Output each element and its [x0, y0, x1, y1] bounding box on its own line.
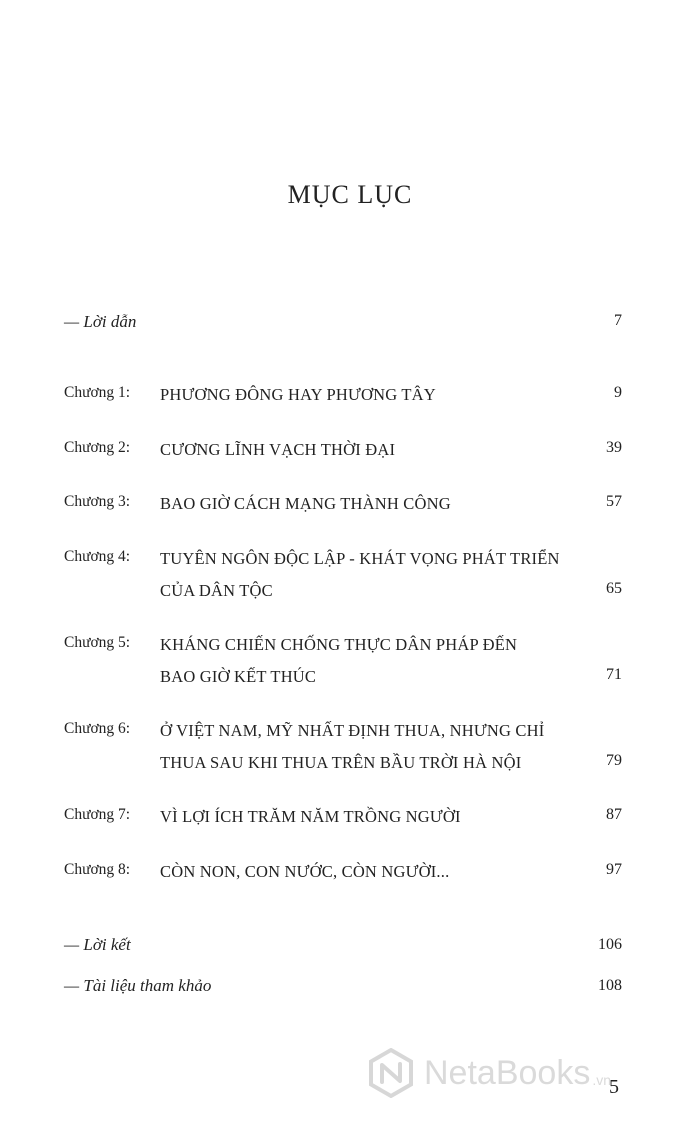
chapter-title: CƯƠNG LĨNH VẠCH THỜI ĐẠI	[160, 440, 396, 459]
chapter-title-line-2: THUA SAU KHI THUA TRÊN BẦU TRỜI HÀ NỘI	[160, 753, 522, 772]
chapter-title-line-2: BAO GIỜ KẾT THÚC	[160, 667, 317, 686]
chapter-label: Chương 5:	[64, 634, 131, 651]
chapter-page: 39	[606, 439, 622, 456]
chapter-page: 97	[606, 861, 622, 878]
chapter-title-line-2: CỦA DÂN TỘC	[160, 581, 273, 600]
netabooks-logo-icon	[366, 1048, 416, 1098]
conclusion-label: — Lời kết	[64, 935, 131, 954]
chapter-title: VÌ LỢI ÍCH TRĂM NĂM TRỒNG NGƯỜI	[160, 807, 461, 826]
watermark-text: NetaBooks	[424, 1053, 591, 1092]
chapter-label: Chương 6:	[64, 720, 131, 737]
intro-page: 7	[614, 312, 622, 329]
chapter-label: Chương 1:	[64, 384, 131, 401]
references-page: 108	[598, 977, 622, 994]
chapter-title: PHƯƠNG ĐÔNG HAY PHƯƠNG TÂY	[160, 385, 436, 404]
intro-label: — Lời dẫn	[64, 312, 137, 331]
chapter-page: 65	[606, 580, 622, 597]
chapter-title-line-1: TUYÊN NGÔN ĐỘC LẬP - KHÁT VỌNG PHÁT TRIỂN	[160, 549, 560, 568]
conclusion-page: 106	[598, 936, 622, 953]
chapter-label: Chương 2:	[64, 439, 131, 456]
chapter-title: BAO GIỜ CÁCH MẠNG THÀNH CÔNG	[160, 494, 451, 513]
chapter-page: 79	[606, 752, 622, 769]
page-number: 5	[609, 1076, 619, 1098]
chapter-page: 9	[614, 384, 622, 401]
chapter-page: 71	[606, 666, 622, 683]
chapter-label: Chương 8:	[64, 861, 131, 878]
chapter-page: 57	[606, 493, 622, 510]
page-title: MỤC LỤC	[287, 180, 413, 209]
chapter-label: Chương 4:	[64, 548, 131, 565]
chapter-title-line-1: KHÁNG CHIẾN CHỐNG THỰC DÂN PHÁP ĐẾN	[160, 635, 518, 654]
chapter-label: Chương 7:	[64, 806, 131, 823]
chapter-page: 87	[606, 806, 622, 823]
chapter-title: CÒN NON, CON NƯỚC, CÒN NGƯỜI...	[160, 862, 450, 881]
watermark-suffix: .vn	[592, 1072, 612, 1088]
references-label: — Tài liệu tham khảo	[64, 976, 212, 995]
chapter-label: Chương 3:	[64, 493, 131, 510]
chapter-title-line-1: Ở VIỆT NAM, MỸ NHẤT ĐỊNH THUA, NHƯNG CHỈ	[160, 721, 545, 740]
